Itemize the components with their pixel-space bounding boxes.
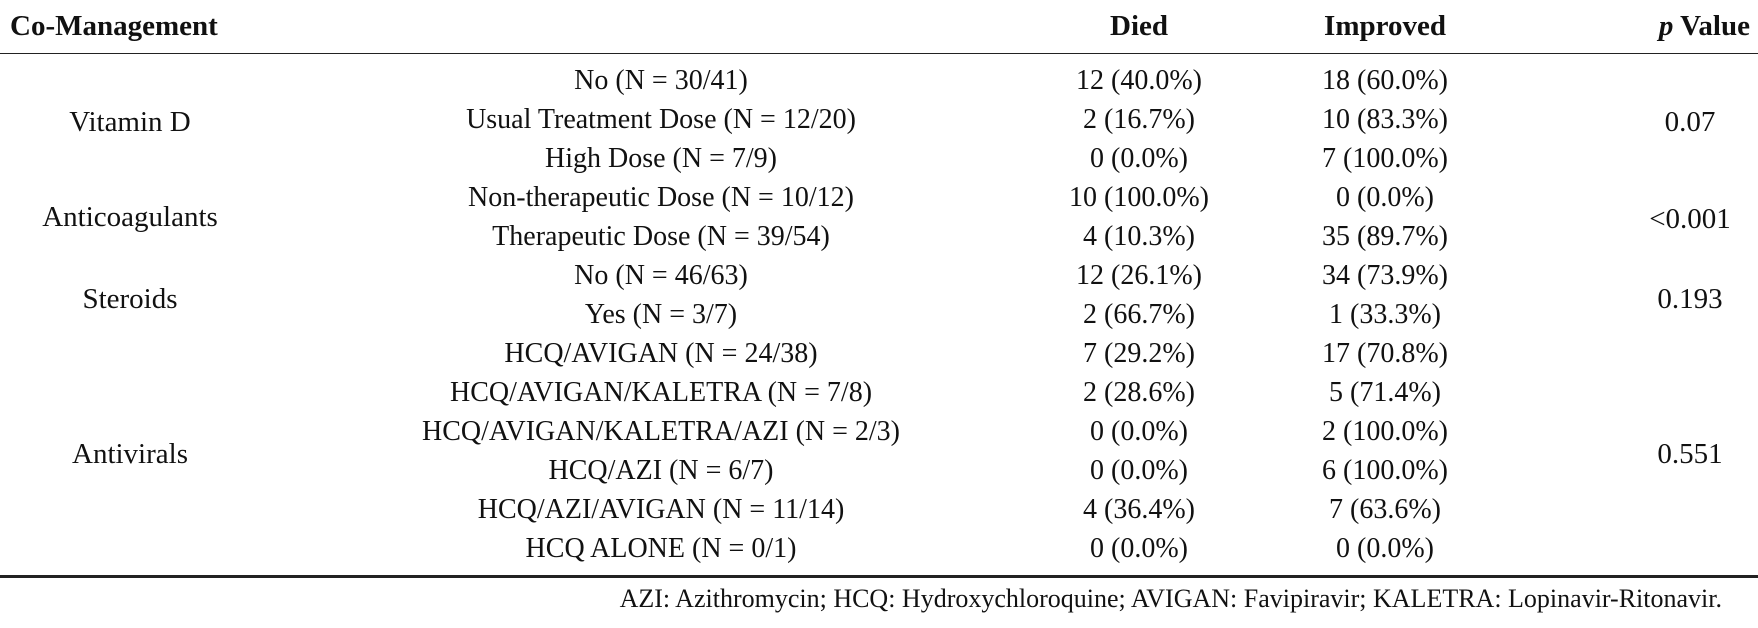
row-subgroup: Therapeutic Dose (N = 39/54) [492,221,830,252]
group-label-steroids: Steroids [82,283,178,315]
header-p-value [1659,8,1750,44]
row-improved: 7 (63.6%) [1329,494,1441,525]
header-co-management: Co-Management [10,10,218,42]
row-subgroup: HCQ/AVIGAN/KALETRA/AZI (N = 2/3) [421,416,901,447]
p-value-steroids: 0.193 [1657,283,1723,315]
row-improved: 35 (89.7%) [1322,221,1448,252]
p-value-anticoagulants: <0.001 [1649,203,1731,235]
row-subgroup: No (N = 30/41) [574,65,748,96]
row-subgroup: No (N = 46/63) [574,260,748,291]
row-improved: 18 (60.0%) [1322,65,1448,96]
header-p-italic: p [1658,10,1674,42]
p-value-antivirals: 0.551 [1657,438,1723,470]
row-died: 10 (100.0%) [1069,182,1209,213]
row-improved: 0 (0.0%) [1336,182,1434,213]
row-died: 2 (66.7%) [1083,299,1195,330]
row-died: 4 (10.3%) [1083,221,1195,252]
row-died: 2 (28.6%) [1083,377,1195,408]
row-subgroup: Yes (N = 3/7) [584,299,738,330]
row-improved: 5 (71.4%) [1329,377,1441,408]
row-improved: 2 (100.0%) [1322,416,1448,447]
group-label-anticoagulants: Anticoagulants [42,201,218,233]
row-subgroup: HCQ/AZI (N = 6/7) [548,455,774,486]
footnote: AZI: Azithromycin; HCQ: Hydroxychloroquine; AVIGAN: Favipiravir; KALETRA: Lopinavir-Ritonavir. [619,584,1722,613]
row-improved: 0 (0.0%) [1336,533,1434,564]
row-died: 12 (40.0%) [1076,65,1202,96]
row-died: 0 (0.0%) [1090,416,1188,447]
row-subgroup: HCQ ALONE (N = 0/1) [525,533,797,564]
row-subgroup: HCQ/AVIGAN/KALETRA (N = 7/8) [449,377,873,408]
row-subgroup: High Dose (N = 7/9) [545,143,777,174]
row-improved: 10 (83.3%) [1322,104,1448,135]
group-label-vitamin-d: Vitamin D [69,106,191,138]
row-died: 12 (26.1%) [1076,260,1202,291]
row-died: 0 (0.0%) [1090,143,1188,174]
header-rule [0,53,1758,54]
bottom-rule [0,575,1758,578]
row-died: 4 (36.4%) [1083,494,1195,525]
row-improved: 1 (33.3%) [1329,299,1441,330]
row-subgroup: HCQ/AZI/AVIGAN (N = 11/14) [477,494,845,525]
row-died: 2 (16.7%) [1083,104,1195,135]
row-improved: 7 (100.0%) [1322,143,1448,174]
header-improved: Improved [1324,10,1446,42]
row-subgroup: HCQ/AVIGAN (N = 24/38) [504,338,818,369]
row-died: 7 (29.2%) [1083,338,1195,369]
row-died: 0 (0.0%) [1090,455,1188,486]
row-died: 0 (0.0%) [1090,533,1188,564]
p-value-vitamin-d: 0.07 [1664,106,1716,138]
row-improved: 17 (70.8%) [1322,338,1448,369]
row-improved: 6 (100.0%) [1322,455,1448,486]
header-p-rest: Value [1673,10,1750,42]
row-subgroup: Non-therapeutic Dose (N = 10/12) [468,182,854,213]
row-subgroup: Usual Treatment Dose (N = 12/20) [466,104,856,135]
group-label-antivirals: Antivirals [72,438,188,470]
row-improved: 34 (73.9%) [1322,260,1448,291]
header-died: Died [1110,10,1168,42]
